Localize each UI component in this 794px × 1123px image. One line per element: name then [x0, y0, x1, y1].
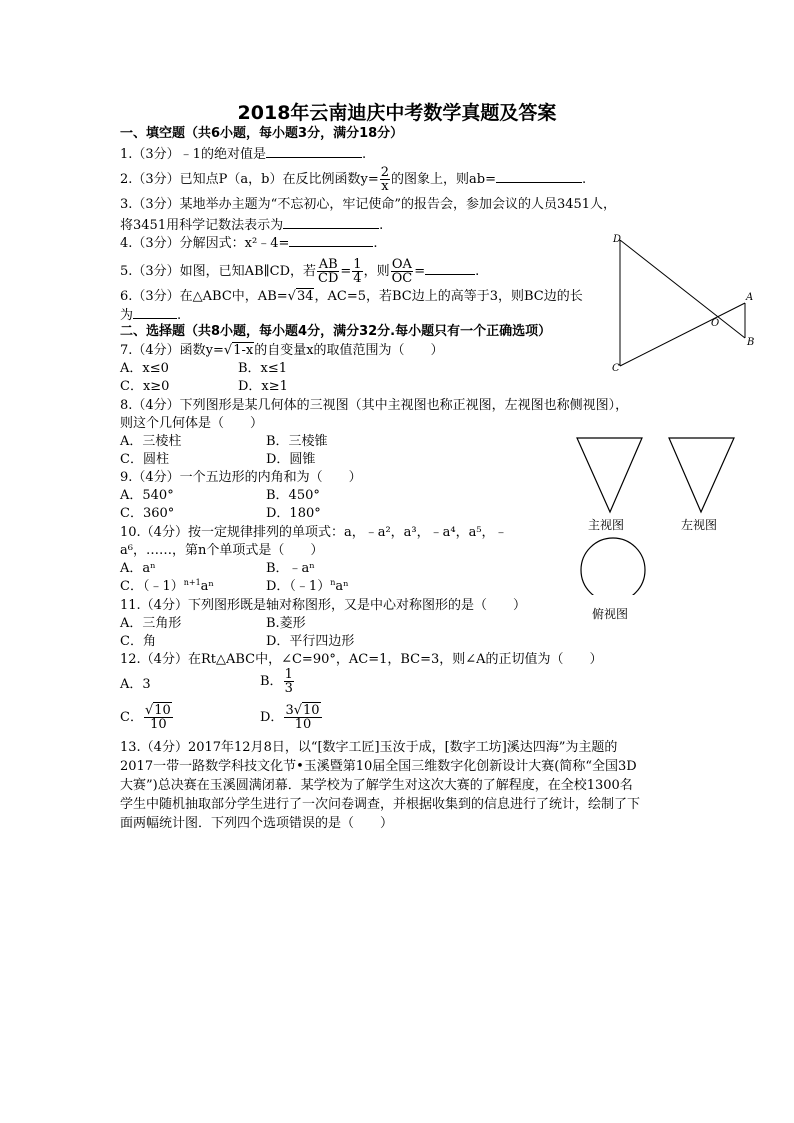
section-multiple-choice: 二、选择题（共8小题，每小题4分，满分32分.每小题只有一个正确选项）	[120, 324, 552, 339]
question-8-line-2: 则这个几何体是（ ）	[120, 416, 264, 431]
point-label-a: A	[746, 292, 754, 303]
three-views-figure	[570, 435, 770, 595]
option-c: C．（﹣1）$^{n+1}$aⁿ	[120, 578, 215, 594]
answer-blank	[496, 170, 582, 183]
option-c: C．360°	[120, 506, 175, 521]
question-5: 5.（3分）如图，已知AB∥CD，若 $\frac{AB}{CD}$ = $\frac{1}{4}$ ，则 $\frac{OA}{OC}$ = .	[120, 257, 480, 286]
question-8-line-1: 8.（4分）下列图形是某几何体的三视图（其中主视图也称正视图，左视图也称侧视图），	[120, 398, 629, 413]
option-c: C．x≥0	[120, 379, 170, 394]
option-a: A．540°	[120, 488, 174, 503]
segment-ca	[620, 303, 745, 366]
question-3-line-1: 3.（3分）某地举办主题为“不忘初心，牢记使命”的报告会，参加会议的人员3451人，	[120, 197, 617, 212]
option-b: B． $\frac{1}{3}$	[260, 667, 293, 696]
question-3-line-2: 将3451用科学记数法表示为 .	[120, 218, 384, 233]
point-label-b: B	[747, 337, 755, 348]
question-13-line-1: 13.（4分）2017年12月8日，以“[数字工匠]玉汝于成，[数字工坊]溪达四海”为主题的	[120, 740, 618, 755]
fraction: $\frac{1}{4}$	[353, 257, 362, 286]
fraction: $\frac{3√10}{10}$	[285, 703, 320, 732]
question-9: 9.（4分）一个五边形的内角和为（ ）	[120, 470, 362, 485]
fraction: $\frac{1}{3}$	[284, 667, 293, 696]
answer-blank	[289, 234, 373, 247]
page-title: 2018年云南迪庆中考数学真题及答案	[237, 102, 557, 124]
option-b: B．三棱锥	[266, 434, 328, 449]
option-b: B．x≤1	[238, 361, 288, 376]
option-d: D．x≥1	[238, 379, 288, 394]
option-a: A．三角形	[120, 616, 182, 631]
front-view-triangle	[577, 438, 642, 512]
point-label-o: O	[711, 318, 720, 329]
option-a: A．3	[120, 677, 151, 692]
left-view-label: 左视图	[681, 518, 718, 532]
answer-blank	[283, 216, 379, 229]
option-b: B.菱形	[266, 616, 306, 631]
question-2: 2.（3分）已知点P（a，b）在反比例函数y= $\frac{2}{x}$ 的图象上，则ab= .	[120, 165, 587, 194]
option-c: C．圆柱	[120, 452, 169, 467]
answer-blank	[425, 262, 475, 275]
point-label-d: D	[613, 234, 622, 245]
option-b: B．﹣aⁿ	[266, 561, 315, 576]
answer-blank	[133, 306, 177, 319]
question-13-line-5: 面两幅统计图．下列四个选项错误的是（ ）	[120, 816, 394, 831]
section-fill-blank: 一、填空题（共6小题，每小题3分，满分18分）	[120, 126, 404, 141]
option-c: C． $\frac{√10}{10}$	[120, 703, 171, 732]
question-4: 4.（3分）分解因式：x²﹣4= .	[120, 236, 378, 251]
option-d: D．平行四边形	[266, 634, 355, 649]
option-d: D．圆锥	[266, 452, 316, 467]
question-13-line-4: 学生中随机抽取部分学生进行了一次问卷调查，并根据收集到的信息进行了统计，绘制了下	[120, 797, 641, 812]
question-6-line-1: 6.（3分）在△ABC中，AB=√34，AC=5，若BC边上的高等于3，则BC边的长	[120, 289, 583, 304]
option-d: D．180°	[266, 506, 321, 521]
answer-blank	[266, 145, 362, 158]
fraction: $\frac{√10}{10}$	[144, 703, 171, 732]
question-13-line-2: 2017一带一路数学科技文化节•玉溪暨第10届全国三维数字化创新设计大赛(简称“全国3D	[120, 759, 637, 774]
question-7: 7.（4分）函数y=√1-x的自变量x的取值范围为（ ）	[120, 343, 444, 358]
point-label-c: C	[612, 363, 620, 374]
option-d: D． $\frac{3√10}{10}$	[260, 703, 320, 732]
fraction: $\frac{OA}{OC}$	[391, 257, 413, 286]
question-11: 11.（4分）下列图形既是轴对称图形，又是中心对称图形的是（ ）	[120, 598, 526, 613]
option-a: A．aⁿ	[120, 561, 156, 576]
front-view-label: 主视图	[588, 518, 625, 532]
question-13-line-3: 大赛”)总决赛在玉溪圆满闭幕．某学校为了解学生对这次大赛的了解程度，在全校1300名	[120, 778, 633, 793]
top-view-label: 俯视图	[592, 607, 629, 621]
question-10-line-2: a⁶，……，第n个单项式是（ ）	[120, 543, 324, 558]
top-view-circle	[581, 538, 645, 595]
left-view-triangle	[669, 438, 734, 512]
fraction: $\frac{AB}{CD}$	[318, 257, 339, 286]
option-a: A．x≤0	[120, 361, 169, 376]
question-6-line-2: 为 .	[120, 308, 182, 323]
option-d: D．（﹣1）$^n$aⁿ	[266, 578, 349, 594]
geometry-figure	[605, 228, 765, 378]
segment-db	[620, 240, 745, 338]
option-b: B．450°	[266, 488, 320, 503]
question-10-line-1: 10.（4分）按一定规律排列的单项式：a，﹣a²，a³，﹣a⁴，a⁵，﹣	[120, 525, 508, 540]
option-a: A．三棱柱	[120, 434, 182, 449]
question-1: 1.（3分）﹣1的绝对值是 .	[120, 147, 367, 162]
question-12: 12.（4分）在Rt△ABC中，∠C=90°，AC=1，BC=3，则∠A的正切值为（ ）	[120, 652, 603, 667]
option-c: C．角	[120, 634, 156, 649]
fraction: $\frac{2}{x}$	[380, 165, 390, 194]
